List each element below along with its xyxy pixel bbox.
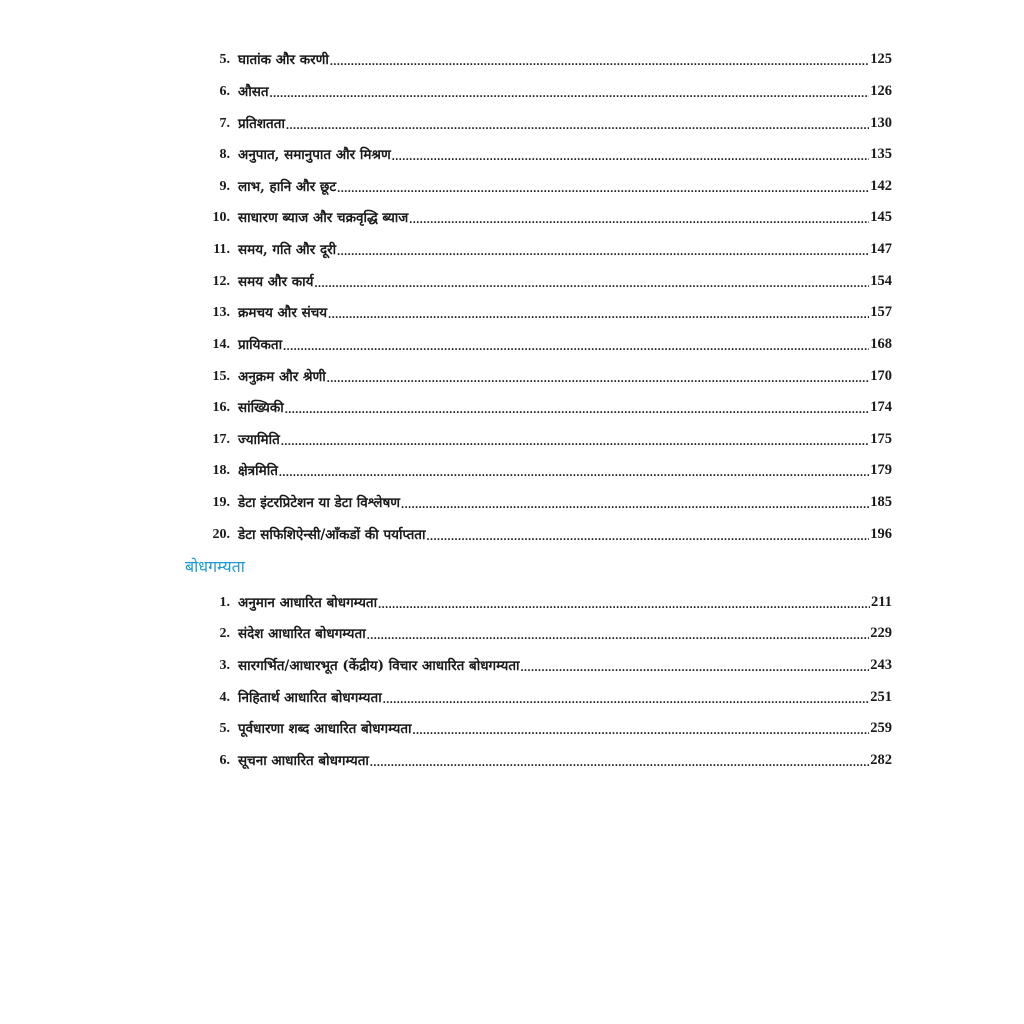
entry-number: 14. [212,337,230,352]
dot-leader [337,181,869,195]
toc-entry[interactable] [200,46,892,68]
entry-page: 179 [870,462,892,478]
entry-page: 196 [870,526,892,542]
entry-title: अनुमान आधारित बोधगम्यता [238,595,378,611]
entry-page: 243 [870,657,892,673]
toc-entry[interactable] [200,747,892,769]
entry-page: 157 [870,304,892,320]
toc-entry[interactable] [200,457,892,479]
entry-number: 5. [219,721,230,736]
dot-leader [328,307,869,321]
entry-title: संदेश आधारित बोधगम्यता [238,626,366,642]
entry-title: समय, गति और दूरी [238,242,337,258]
entry-page: 174 [870,399,892,415]
toc-entry[interactable] [200,684,892,706]
entry-title: औसत [238,84,269,100]
dot-leader [285,402,870,416]
toc-entry[interactable] [200,268,892,290]
toc-entry[interactable] [200,489,892,511]
entry-number: 19. [212,495,230,510]
dot-leader [426,529,869,543]
entry-page: 142 [870,178,892,194]
entry-title: घातांक और करणी [238,52,329,68]
dot-leader [409,212,869,226]
entry-title: प्रायिकता [238,337,283,353]
entry-page: 125 [870,51,892,67]
entry-number: 5. [219,52,230,67]
entry-page: 145 [870,209,892,225]
dot-leader [286,118,869,132]
dot-leader [283,339,869,353]
dot-leader [330,54,869,68]
toc-entry[interactable] [200,173,892,195]
dot-leader [378,597,870,611]
toc-entry[interactable] [200,299,892,321]
entry-page: 168 [870,336,892,352]
dot-leader [370,755,869,769]
dot-leader [383,692,870,706]
entry-title: पूर्वधारणा शब्द आधारित बोधगम्यता [238,721,412,737]
dot-leader [367,628,870,642]
entry-page: 185 [870,494,892,510]
entry-title: अनुक्रम और श्रेणी [238,369,326,385]
entry-title: लाभ, हानि और छूट [238,179,337,195]
entry-page: 135 [870,146,892,162]
toc-entry[interactable] [200,589,892,611]
entry-number: 6. [219,753,230,768]
entry-title: क्षेत्रमिति [238,463,278,479]
toc-entry[interactable] [200,78,892,100]
toc-entry[interactable] [200,620,892,642]
entry-number: 11. [213,242,230,257]
toc-entry[interactable] [200,110,892,132]
section-heading: बोधगम्यता [185,557,245,576]
entry-page: 229 [870,625,892,641]
toc-entry[interactable] [200,652,892,674]
toc-entry[interactable] [200,426,892,448]
dot-leader [327,371,869,385]
entry-number: 9. [219,179,230,194]
toc-entry[interactable] [200,363,892,385]
entry-title: सांख्यिकी [238,400,284,416]
entry-number: 2. [219,626,230,641]
toc-entry[interactable] [200,204,892,226]
entry-title: अनुपात, समानुपात और मिश्रण [238,147,391,163]
entry-page: 170 [870,368,892,384]
dot-leader [401,497,869,511]
entry-number: 20. [212,527,230,542]
toc-entry[interactable] [200,331,892,353]
toc-entry[interactable] [200,236,892,258]
entry-number: 17. [212,432,230,447]
entry-title: प्रतिशतता [238,116,285,132]
entry-number: 12. [212,274,230,289]
entry-title: डेटा सफिशिऐन्सी/आँकडों की पर्याप्तता [238,527,426,543]
entry-title: समय और कार्य [238,274,314,290]
entry-title: ज्यामिति [238,432,280,448]
dot-leader [521,660,870,674]
entry-title: निहितार्थ आधारित बोधगम्यता [238,690,382,706]
dot-leader [337,244,869,258]
entry-page: 154 [870,273,892,289]
dot-leader [413,723,870,737]
dot-leader [270,86,870,100]
entry-page: 130 [870,115,892,131]
entry-number: 13. [212,305,230,320]
entry-number: 16. [212,400,230,415]
entry-number: 7. [219,116,230,131]
dot-leader [279,465,869,479]
entry-number: 10. [212,210,230,225]
entry-page: 147 [870,241,892,257]
entry-page: 251 [870,689,892,705]
dot-leader [281,434,869,448]
entry-page: 211 [871,594,892,610]
entry-number: 4. [219,690,230,705]
toc-entry[interactable] [200,715,892,737]
entry-title: साधारण ब्याज और चक्रवृद्धि ब्याज [238,210,409,226]
entry-title: सूचना आधारित बोधगम्यता [238,753,369,769]
toc-entry[interactable] [200,521,892,543]
toc-entry[interactable] [200,394,892,416]
entry-page: 126 [870,83,892,99]
toc-entry[interactable] [200,141,892,163]
entry-number: 6. [219,84,230,99]
entry-page: 175 [870,431,892,447]
entry-page: 259 [870,720,892,736]
entry-number: 8. [219,147,230,162]
entry-number: 1. [219,595,230,610]
entry-page: 282 [870,752,892,768]
entry-number: 15. [212,369,230,384]
dot-leader [392,149,870,163]
entry-title: सारगर्भित/आधारभूत (केंद्रीय) विचार आधारित बोधगम्यता [238,658,520,674]
entry-title: डेटा इंटरप्रिटेशन या डेटा विश्लेषण [238,495,401,511]
dot-leader [314,276,869,290]
entry-number: 3. [219,658,230,673]
entry-title: क्रमचय और संचय [238,305,328,321]
entry-number: 18. [212,463,230,478]
